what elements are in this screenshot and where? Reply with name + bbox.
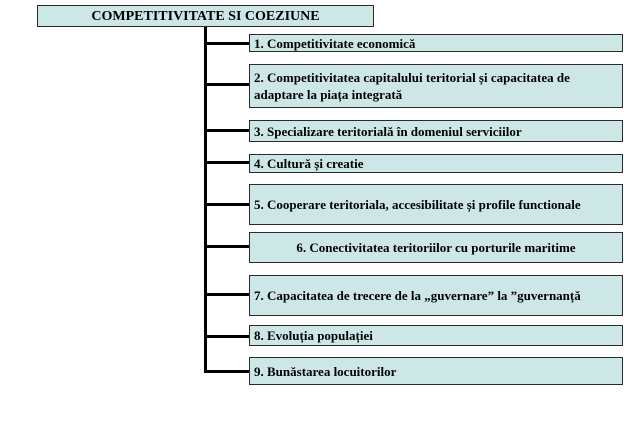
item-label-3: 3. Specializare teritorială în domeniul serviciilor: [254, 123, 522, 139]
item-box-3: [249, 120, 623, 142]
item-label-2: 2. Competitivitatea capitalului teritorial și capacitatea de adaptare la piața integrată: [254, 70, 570, 102]
item-box-8: [249, 325, 623, 346]
item-box-2: [249, 64, 623, 108]
branch-connector-9: [204, 370, 250, 373]
branch-connector-1: [204, 42, 250, 45]
item-box-6: [249, 232, 623, 263]
item-box-7: [249, 275, 623, 316]
branch-connector-7: [204, 293, 250, 296]
item-label-8: 8. Evoluția populației: [254, 328, 373, 343]
branch-connector-4: [204, 161, 250, 164]
item-label-9: 9. Bunăstarea locuitorilor: [254, 363, 397, 379]
branch-connector-2: [204, 83, 250, 86]
item-box-9: [249, 357, 623, 385]
item-box-1: [249, 34, 623, 52]
item-label-4: 4. Cultură și creatie: [254, 156, 364, 171]
branch-connector-6: [204, 245, 250, 248]
item-label-5: 5. Cooperare teritoriala, accesibilitate și profile functionale: [254, 197, 581, 212]
item-label-6: 6. Conectivitatea teritoriilor cu porturile maritime: [296, 240, 576, 255]
diagram-title: COMPETITIVITATE SI COEZIUNE: [37, 5, 374, 27]
item-box-5: [249, 184, 623, 225]
item-label-1: 1. Competitivitate economică: [254, 35, 416, 51]
item-label-7: 7. Capacitatea de trecere de la „guvernare” la ”guvernanță: [254, 288, 581, 303]
trunk-connector: [204, 27, 207, 373]
branch-connector-8: [204, 335, 250, 338]
branch-connector-5: [204, 203, 250, 206]
item-box-4: [249, 154, 623, 173]
branch-connector-3: [204, 129, 250, 132]
